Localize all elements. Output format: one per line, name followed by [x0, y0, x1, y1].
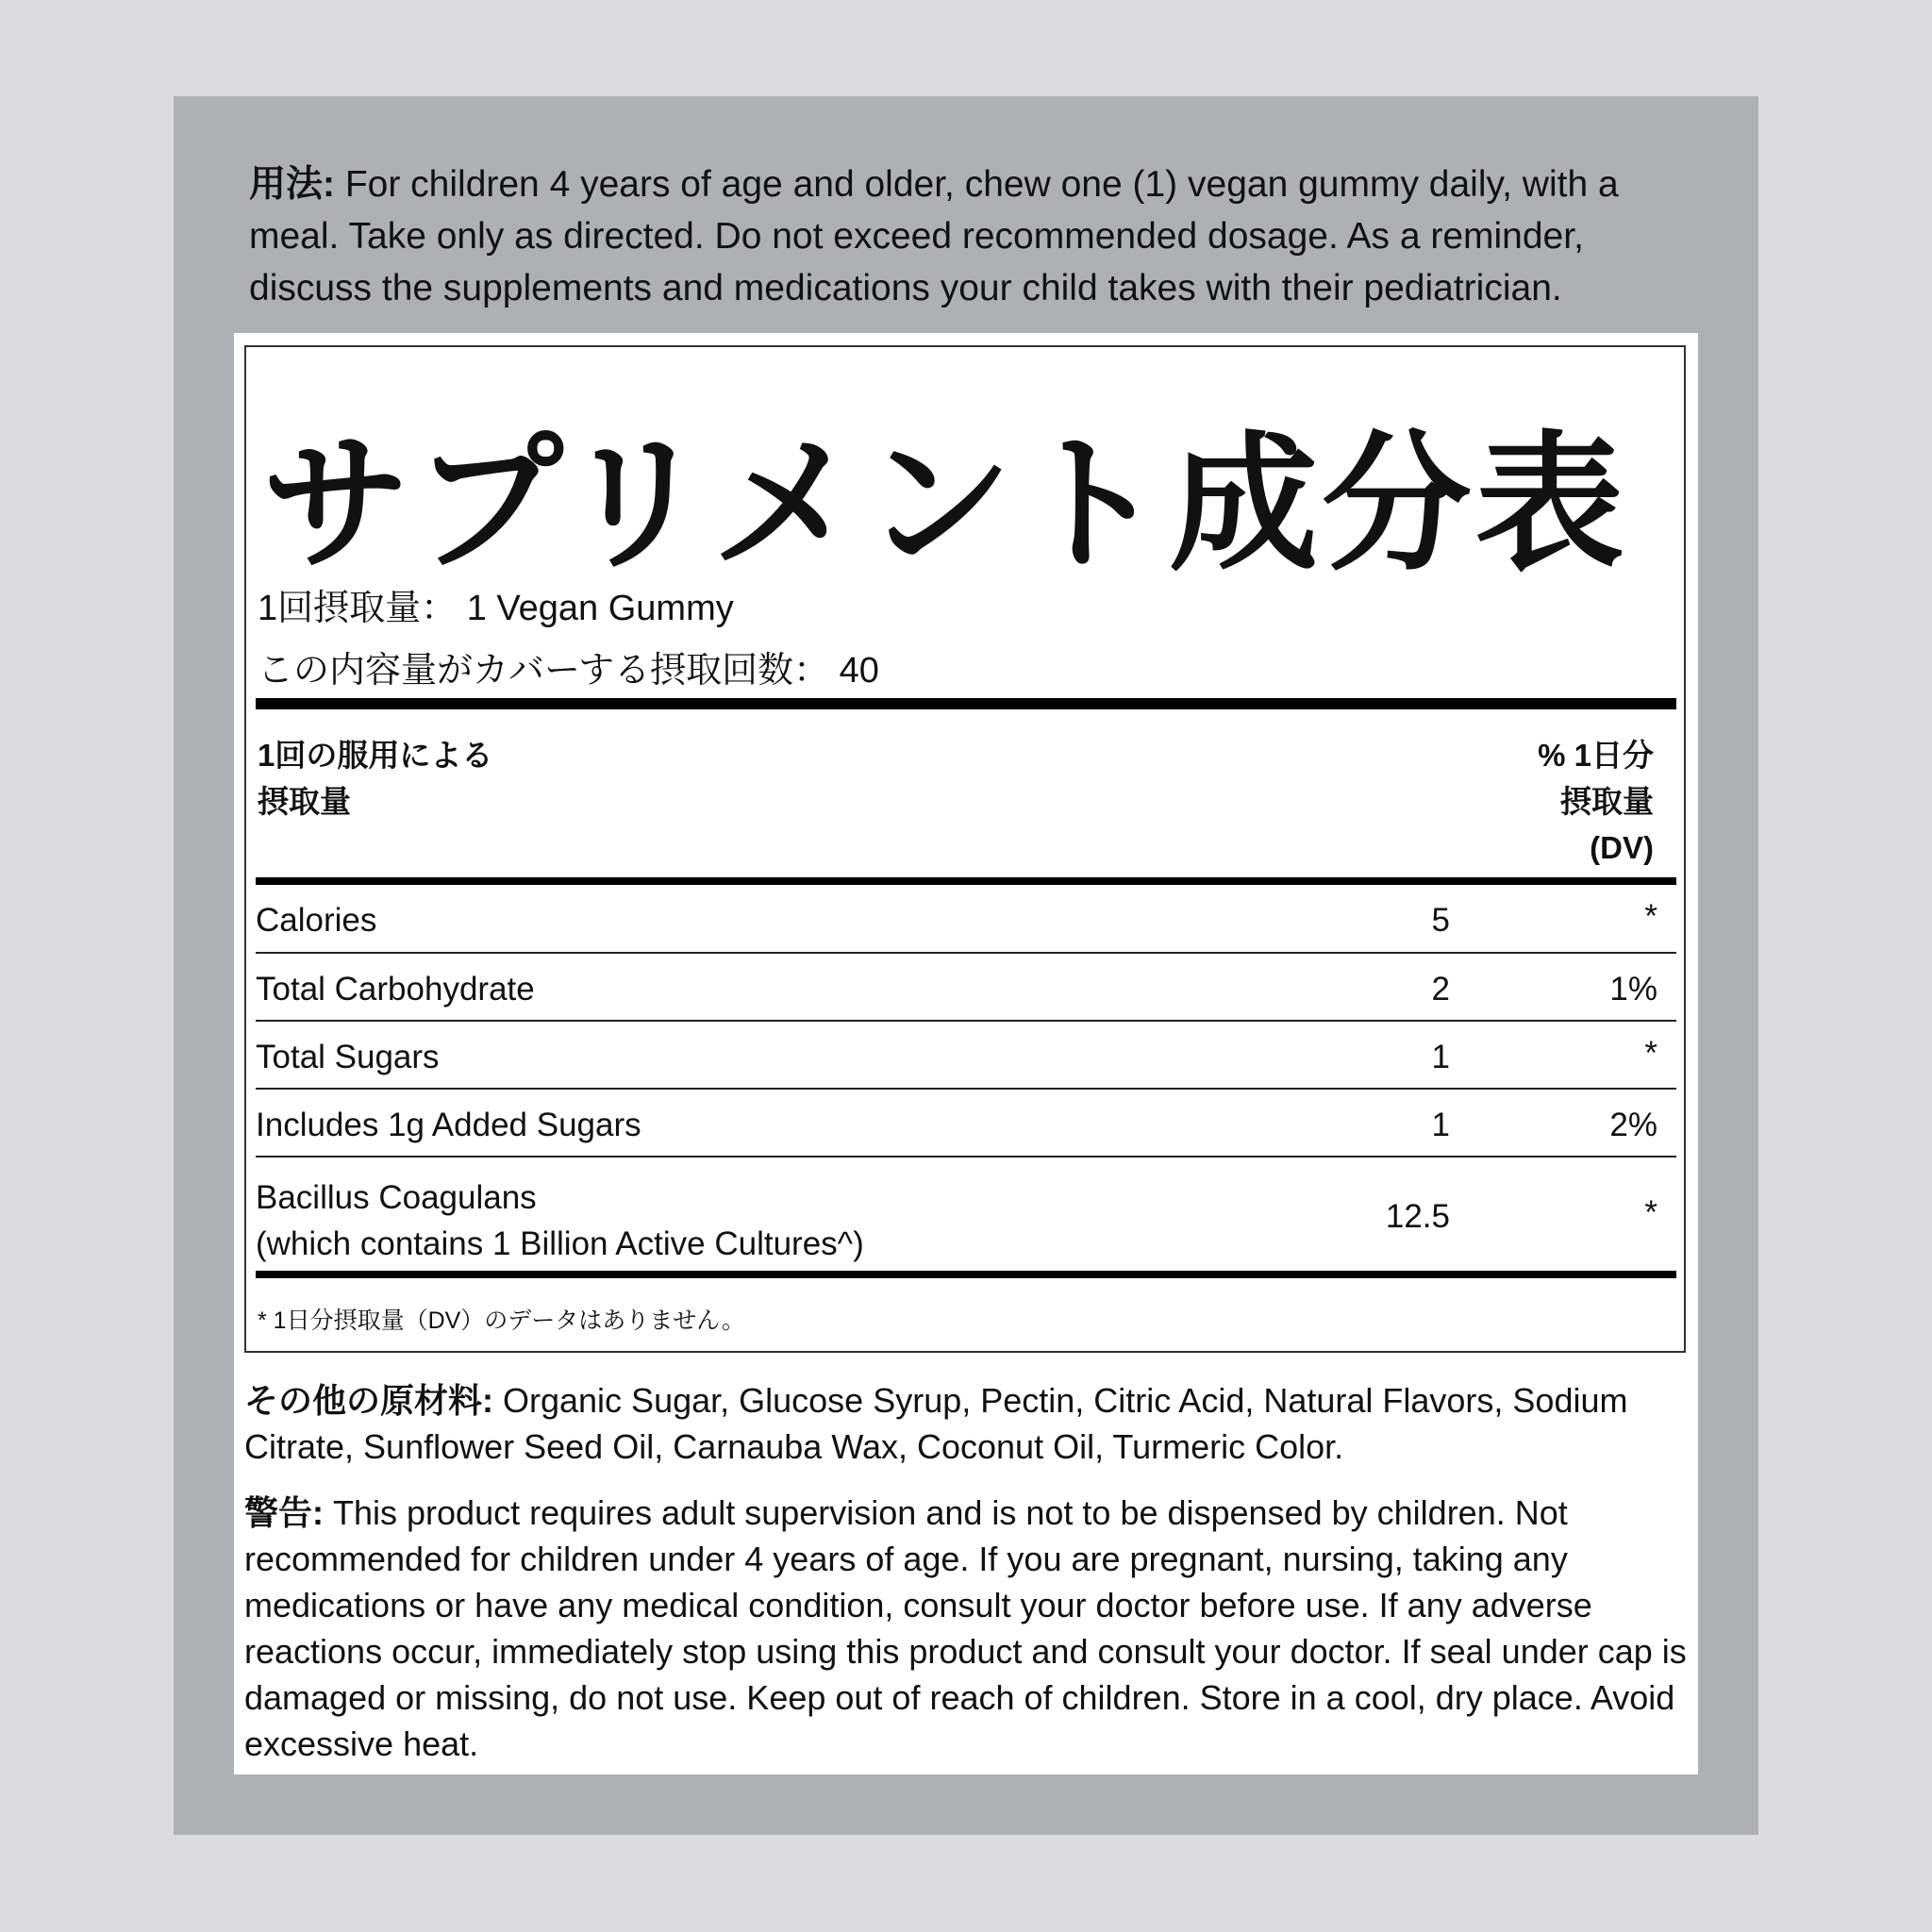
row-name: Total Carbohydrate [256, 971, 535, 1008]
header-left [258, 732, 492, 824]
warning-label: 警告: [244, 1493, 324, 1532]
table-row [256, 1158, 1676, 1271]
thick-divider [256, 698, 1676, 709]
thick-divider [256, 1271, 1676, 1278]
other-ingredients [244, 1377, 1688, 1470]
table-row [256, 885, 1676, 954]
row-dv: 1% [1609, 971, 1657, 1008]
directions-text [249, 158, 1683, 314]
row-name: Includes 1g Added Sugars [256, 1107, 641, 1143]
row-name [256, 1174, 864, 1267]
table-row [256, 1022, 1676, 1090]
header-right [1538, 732, 1654, 871]
table-row [256, 1090, 1676, 1158]
row-amount: 1 [1431, 1107, 1450, 1143]
row-dv: * [1644, 898, 1657, 935]
row-name: Calories [256, 902, 377, 939]
table-row [256, 954, 1676, 1022]
thick-divider [256, 877, 1676, 885]
footnote: * 1日分摂取量（DV）のデータはありません。 [258, 1307, 745, 1334]
header-right-line1: % 1日分 [1538, 738, 1654, 773]
row-name: Total Sugars [256, 1039, 440, 1075]
row-amount: 1 [1431, 1039, 1450, 1075]
row-amount: 12.5 [1385, 1198, 1450, 1235]
row-dv: 2% [1609, 1107, 1657, 1143]
serving-size: 1回摂取量： 1 Vegan Gummy [258, 589, 734, 628]
row-name-line2: (which contains 1 Billion Active Cultures^) [256, 1225, 864, 1262]
header-left-line1: 1回の服用による [258, 738, 493, 773]
warning [244, 1490, 1688, 1767]
warning-body: This product requires adult supervision and is not to be dispensed by children. Not recommended for children under 4 years of age. If you are pregnant, nursing, taking any medications or have any medical condition, consult your doctor before use. If any adverse reactions occur, immediately stop using this product and consult your doctor. If seal under cap is damaged or missing, do not use. Keep out of reach of children. Store in a cool, dry place. Avoid excessive heat. [244, 1493, 1687, 1763]
servings-per-container: この内容量がカバーする摂取回数： 40 [258, 651, 879, 691]
other-ingredients-label: その他の原材料: [244, 1381, 493, 1420]
supplement-facts-box [244, 345, 1686, 1353]
row-dv: * [1644, 1194, 1657, 1231]
row-amount: 2 [1431, 971, 1450, 1008]
other-ingredients-body: Organic Sugar, Glucose Syrup, Pectin, Citric Acid, Natural Flavors, Sodium Citrate, Sunflower Seed Oil, Carnauba Wax, Coconut Oil, Turmeric Color. [244, 1381, 1628, 1466]
row-amount: 5 [1431, 902, 1450, 939]
header-left-line2: 摂取量 [258, 784, 351, 819]
row-dv: * [1644, 1035, 1657, 1072]
header-right-line3: (DV) [1590, 830, 1654, 865]
directions-body: For children 4 years of age and older, chew one (1) vegan gummy daily, with a meal. Take only as directed. Do not exceed recommended dosage. As a reminder, discuss the supplements and medications your child takes with their pediatrician. [249, 164, 1619, 308]
row-name-line1: Bacillus Coagulans [256, 1179, 537, 1216]
header-right-line2: 摂取量 [1560, 784, 1654, 819]
directions-label: 用法: [249, 164, 335, 205]
facts-title: サプリメント成分表 [261, 422, 1628, 588]
